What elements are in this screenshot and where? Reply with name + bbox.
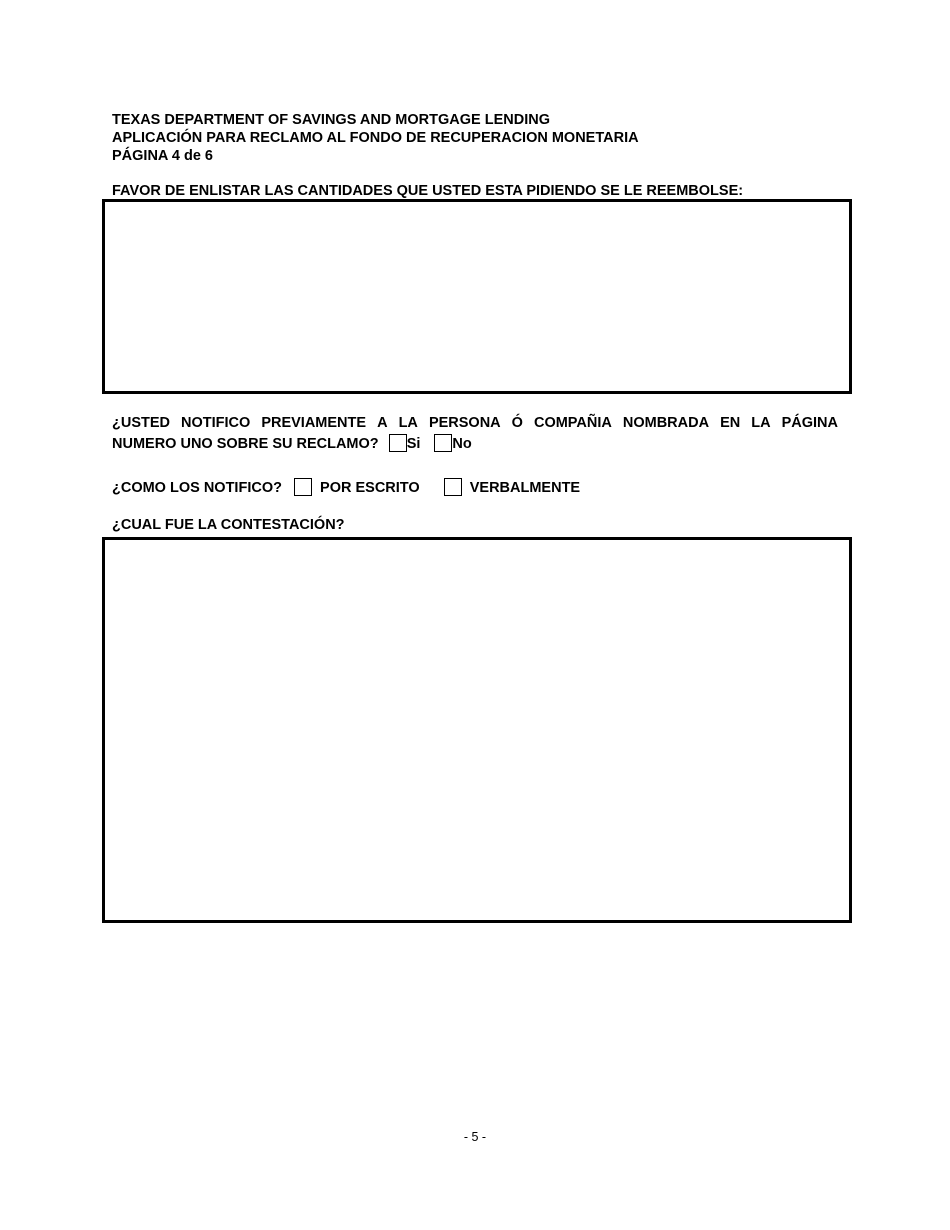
q-word: PREVIAMENTE: [261, 415, 367, 431]
answer-text-area[interactable]: [102, 537, 852, 923]
amounts-label: FAVOR DE ENLISTAR LAS CANTIDADES QUE USTED ESTA PIDIENDO SE LE REEMBOLSE:: [112, 183, 744, 199]
form-title: APLICACIÓN PARA RECLAMO AL FONDO DE RECUPERACION MONETARIA: [112, 130, 639, 146]
how-notified-row: [112, 478, 580, 498]
q-word: EN: [720, 415, 741, 431]
answer-label: ¿CUAL FUE LA CONTESTACIÓN?: [112, 517, 345, 533]
q-word: ¿USTED: [112, 415, 170, 431]
no-label: No: [452, 436, 472, 452]
q-word: LA: [398, 415, 418, 431]
how-notified-label: ¿COMO LOS NOTIFICO?: [112, 480, 282, 496]
amounts-text-area[interactable]: [102, 199, 852, 394]
written-checkbox[interactable]: [294, 478, 312, 496]
q-word: NOMBRADA: [622, 415, 710, 431]
verbal-checkbox[interactable]: [444, 478, 462, 496]
q-word: PÁGINA: [781, 415, 838, 431]
notified-question-text: NUMERO UNO SOBRE SU RECLAMO?: [112, 436, 379, 452]
notified-question-line2: [112, 434, 472, 454]
q-word: Ó: [511, 415, 523, 431]
yes-label: Si: [406, 436, 421, 452]
q-word: NOTIFICO: [181, 415, 251, 431]
no-checkbox[interactable]: [434, 434, 452, 452]
q-word: LA: [751, 415, 771, 431]
page-indicator: PÁGINA 4 de 6: [112, 148, 213, 164]
q-word: PERSONA: [428, 415, 501, 431]
q-word: A: [377, 415, 388, 431]
yes-checkbox[interactable]: [389, 434, 407, 452]
notified-question-line1: [112, 413, 838, 433]
page-number: - 5 -: [463, 1130, 487, 1144]
verbal-label: VERBALMENTE: [469, 480, 581, 496]
written-label: POR ESCRITO: [320, 480, 420, 496]
agency-name: TEXAS DEPARTMENT OF SAVINGS AND MORTGAGE LENDING: [112, 112, 550, 128]
q-word: COMPAÑIA: [533, 415, 612, 431]
